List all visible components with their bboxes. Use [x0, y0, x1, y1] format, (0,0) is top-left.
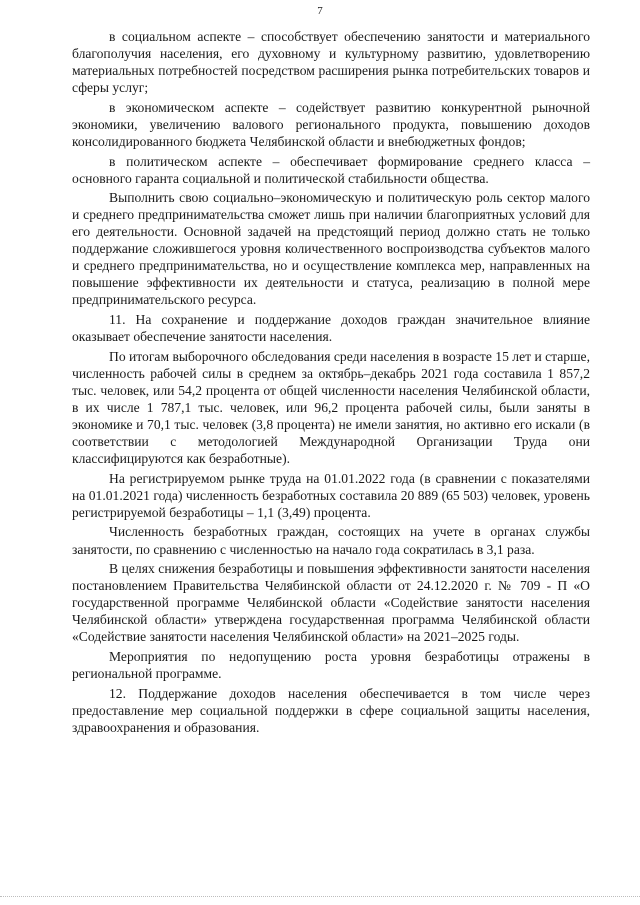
paragraph-registered-unemployment: На регистрируемом рынке труда на 01.01.2022 года (в сравнении с показателями на 01.01.2021 года) численность безработных составила 20 889 (65 503) человек, уровень регистрируемой безработицы – 1,1 (3,49) процента.: [72, 470, 590, 520]
page-number: 7: [317, 5, 323, 17]
paragraph-social-aspect: в социальном аспекте – способствует обеспечению занятости и материального благополучия населения, его духовному и культурному развитию, удовлетворению материальных потребностей посредством расширения рынка потребительских товаров и сферы услуг;: [72, 29, 590, 96]
paragraph-state-program: В целях снижения безработицы и повышения эффективности занятости населения постановлением Правительства Челябинской области от 24.12.2020 г. № 709 - П «О государственной программе Челябинской области «Содействие занятости населения Челябинской области» утверждена государственная программа Челябинской области «Содействие занятости населения Челябинской области» на 2021–2025 годы.: [72, 561, 590, 645]
paragraph-economic-aspect: в экономическом аспекте – содействует развитию конкурентной рыночной экономики, увеличению валового регионального продукта, повышению доходов консолидированного бюджета Челябинской области и внебюджетных фондов;: [72, 99, 590, 149]
paragraph-political-aspect: в политическом аспекте – обеспечивает формирование среднего класса – основного гаранта социальной и политической стабильности общества.: [72, 153, 590, 186]
paragraph-item-11: 11. На сохранение и поддержание доходов граждан значительное влияние оказывает обеспечение занятости населения.: [72, 312, 590, 345]
scan-edge-line: [0, 896, 640, 898]
paragraph-sme-role: Выполнить свою социально–экономическую и политическую роль сектор малого и среднего предпринимательства сможет лишь при наличии благоприятных условий для его деятельности. Основной задачей на предстоящий период должно стать не только поддержание сложившегося уровня количественного воспроизводства субъектов малого и среднего предпринимательства, но и осуществление комплекса мер, направленных на повышение эффективности их деятельности и статуса, реализацию в полной мере предпринимательского ресурса.: [72, 190, 590, 308]
paragraph-labor-survey: По итогам выборочного обследования среди населения в возрасте 15 лет и старше, численность рабочей силы в среднем за октябрь–декабрь 2021 года составила 1 857,2 тыс. человек, или 54,2 процента от общей численности населения Челябинской области, в их числе 1 787,1 тыс. человек, или 96,2 процента рабочей силы, были заняты в экономике и 70,1 тыс. человек (3,8 процента) не имели занятия, но активно его искали (в соответствии с методологией Международной Организации Труда они классифицируются как безработные).: [72, 348, 590, 467]
paragraph-regional-measures: Мероприятия по недопущению роста уровня безработицы отражены в региональной программе.: [72, 648, 590, 682]
document-body: [72, 28, 590, 736]
paragraph-item-12: 12. Поддержание доходов населения обеспечивается в том числе через предоставление мер социальной поддержки в сфере социальной защиты населения, здравоохранения и образования.: [72, 685, 590, 735]
paragraph-unemployed-count: Численность безработных граждан, состоящих на учете в органах службы занятости, по сравнению с численностью на начало года сократилась в 3,1 раза.: [72, 524, 590, 557]
